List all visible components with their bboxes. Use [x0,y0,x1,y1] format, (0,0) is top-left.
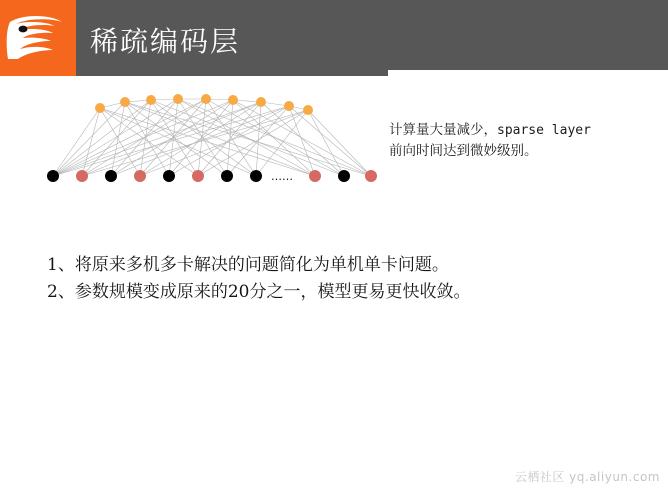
input-layer-ellipsis: …… [271,170,293,183]
note-line1-mono: sparse layer [497,123,591,138]
note-line2-text: 前向时间达到微妙级别。 [389,143,538,159]
header-band-extension [388,0,668,70]
logo-container [0,0,76,76]
bullet-list [47,252,647,306]
slide-header [0,0,668,76]
page-title: 稀疏编码层 [90,25,241,58]
sparse-coding-layer-network-diagram [18,88,378,198]
list-item: 2、参数规模变成原来的20分之一，模型更易更快收敛。 [47,282,471,302]
sparse-layer-note [389,120,661,161]
note-line1-text: 计算量大量减少， [389,122,497,138]
watermark: 云栖社区 yq.aliyun.com [514,470,660,484]
list-item: 1、将原来多机多卡解决的问题简化为单机单卡问题。 [47,255,449,275]
aliyun-logo-icon [6,12,70,64]
